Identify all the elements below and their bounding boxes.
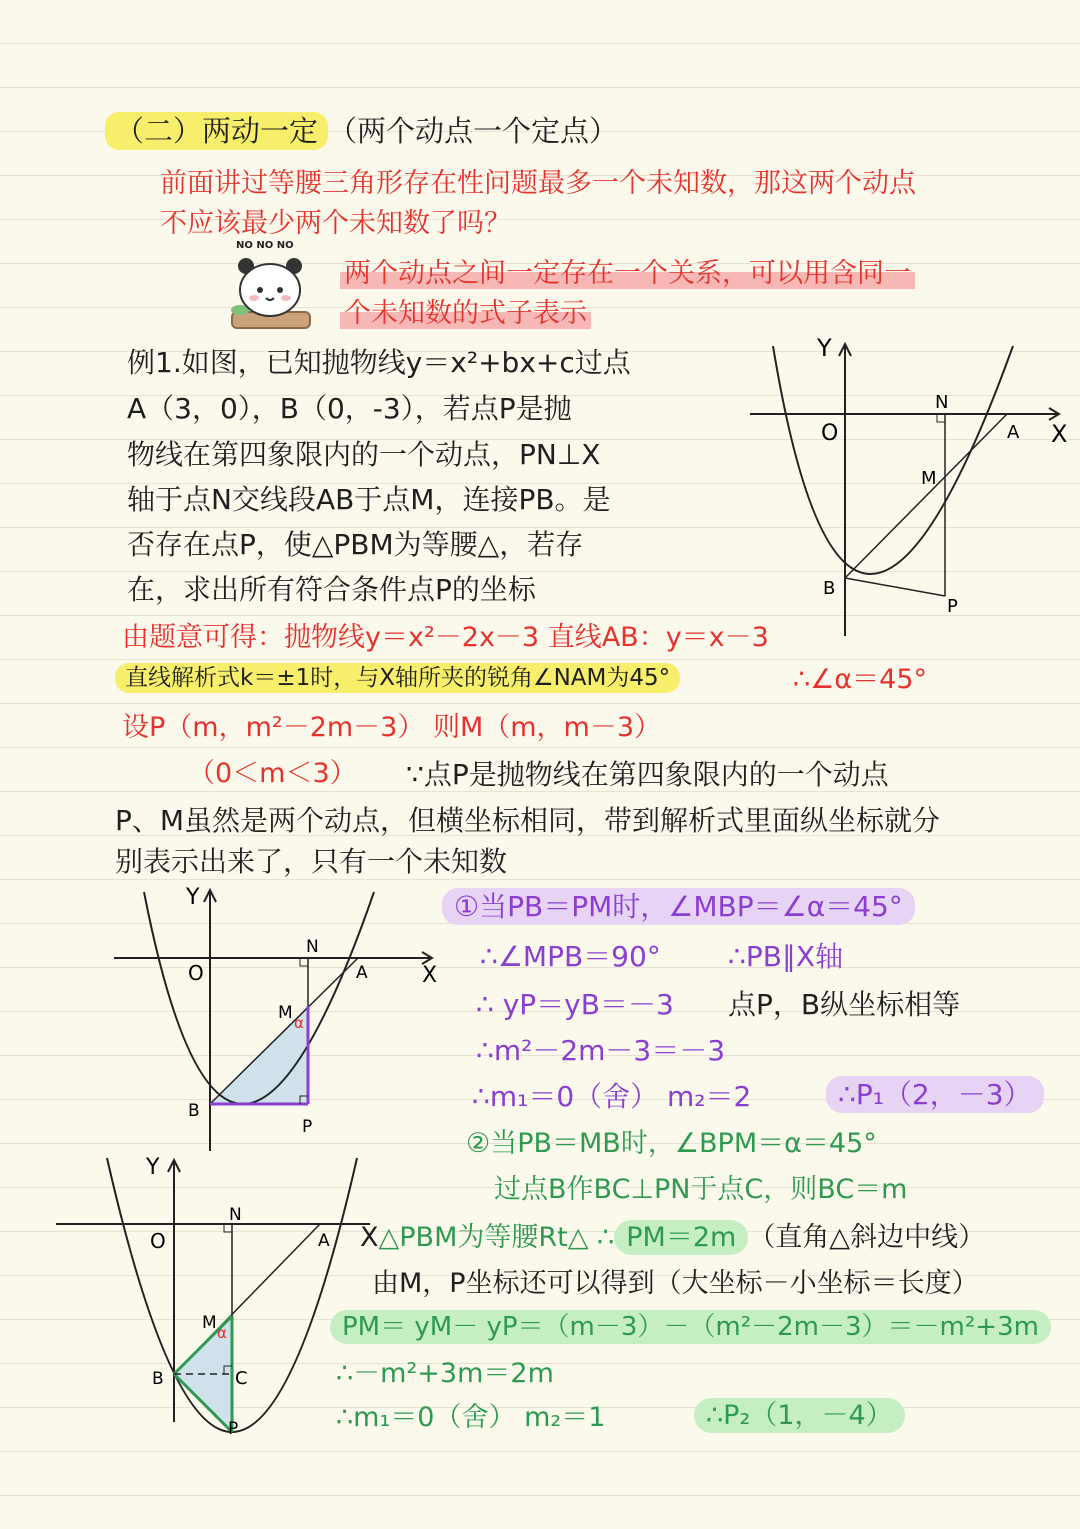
explain-line-2: 别表示出来了，只有一个未知数	[115, 845, 508, 878]
label-y: Y	[146, 1155, 160, 1180]
answer-line-2: 个未知数的式子表示	[340, 298, 591, 330]
range-m: （0＜m＜3）	[188, 758, 357, 789]
label-x: X	[360, 1222, 379, 1253]
label-a: A	[318, 1231, 330, 1251]
label-p: P	[302, 1117, 313, 1137]
example-line-6: 在，求出所有符合条件点P的坐标	[127, 573, 536, 606]
label-b: B	[152, 1369, 164, 1389]
case1-line-4: ∴m₁＝0（舍） m₂＝2	[472, 1080, 752, 1113]
label-x: X	[422, 963, 438, 988]
answer-line-1: 两个动点之间一定存在一个关系，可以用含同一	[340, 258, 915, 290]
note-45: 直线解析式k＝±1时，与X轴所夹的锐角∠NAM为45°	[115, 665, 680, 693]
parabola	[773, 346, 1013, 574]
label-o: O	[150, 1229, 166, 1253]
label-c: C	[235, 1368, 248, 1389]
case2-result: ∴P₂（1，－4）	[694, 1400, 905, 1432]
label-alpha: α	[217, 1324, 227, 1342]
case2-line-3: 由M，P坐标还可以得到（大坐标－小坐标＝长度）	[372, 1268, 979, 1299]
example-line-4: 轴于点N交线段AB于点M，连接PB。是	[127, 483, 611, 516]
case2-line-2b: PM＝2m	[614, 1220, 748, 1255]
sticker-text: NO NO NO	[236, 240, 294, 251]
label-m: M	[202, 1313, 217, 1333]
case1-line-1b: ∴PB∥X轴	[728, 940, 844, 973]
set-p-m: 设P（m，m²－2m－3） 则M（m，m－3）	[122, 712, 662, 743]
case2-line-6a: ∴m₁＝0（舍） m₂＝1	[336, 1402, 606, 1433]
section-heading	[105, 114, 618, 149]
panda-icon	[228, 252, 318, 332]
panda-sticker	[228, 240, 318, 332]
example-line-3: 物线在第四象限内的一个动点，PN⊥X	[127, 438, 601, 471]
label-a: A	[356, 963, 368, 983]
case2-line-2a: △PBM为等腰Rt△ ∴	[378, 1222, 615, 1253]
case2-line-4: PM＝ yM－ yP＝（m－3）－（m²－2m－3）＝－m²+3m	[330, 1312, 1051, 1343]
label-n: N	[229, 1205, 242, 1225]
question-line-2: 不应该最少两个未知数了吗？	[160, 208, 511, 239]
given-equations: 由题意可得：抛物线y＝x²－2x－3 直线AB：y＝x－3	[122, 622, 769, 653]
label-y: Y	[817, 334, 832, 362]
range-reason: ∵点P是抛物线在第四象限内的一个动点	[406, 758, 889, 791]
graph-main	[745, 336, 1075, 636]
explain-line-1: P、M虽然是两个动点，但横坐标相同，带到解析式里面纵坐标就分	[115, 804, 941, 837]
section-subtitle: （两个动点一个定点）	[328, 114, 619, 148]
case1-line-2b: 点P，B纵坐标相等	[728, 988, 961, 1021]
graph-case-1	[112, 886, 452, 1156]
label-p: P	[228, 1419, 239, 1439]
case1-line-2a: ∴ yP＝yB＝－3	[476, 988, 674, 1021]
case2-line-2	[360, 1222, 985, 1254]
case2-line-5: ∴－m²+3m＝2m	[336, 1358, 554, 1389]
example-line-1: 例1.如图，已知抛物线y＝x²+bx+c过点	[127, 346, 631, 379]
label-a: A	[1007, 422, 1020, 443]
case2-title: ②当PB＝MB时，∠BPM＝α＝45°	[466, 1128, 877, 1159]
section-title: （二）两动一定	[105, 112, 328, 150]
label-m: M	[278, 1003, 293, 1023]
label-m: M	[921, 468, 937, 489]
label-x: X	[1051, 420, 1068, 448]
label-b: B	[823, 578, 836, 599]
case1-line-1a: ∴∠MPB＝90°	[480, 940, 661, 973]
label-b: B	[188, 1101, 200, 1121]
case2-line-2c: （直角△斜边中线）	[748, 1222, 986, 1253]
line-ab	[845, 414, 1007, 578]
example-line-2: A（3，0），B（0，-3），若点P是抛	[127, 392, 572, 425]
label-p: P	[947, 596, 958, 617]
label-y: Y	[186, 885, 200, 910]
line-pb	[845, 578, 945, 596]
alpha-45: ∴∠α＝45°	[793, 664, 928, 695]
graph-case-2	[52, 1152, 382, 1437]
label-n: N	[935, 392, 949, 413]
label-o: O	[188, 961, 204, 985]
case1-line-3: ∴m²－2m－3＝－3	[476, 1034, 726, 1067]
label-n: N	[306, 937, 319, 957]
question-line-1: 前面讲过等腰三角形存在性问题最多一个未知数，那这两个动点	[160, 168, 916, 199]
label-o: O	[821, 421, 839, 446]
case1-title: ①当PB＝PM时，∠MBP＝∠α＝45°	[442, 890, 915, 924]
label-alpha: α	[294, 1014, 304, 1032]
case2-line-1: 过点B作BC⊥PN于点C，则BC＝m	[494, 1174, 908, 1205]
case1-result: ∴P₁（2，－3）	[826, 1078, 1044, 1112]
example-line-5: 否存在点P，使△PBM为等腰△，若存	[127, 528, 584, 561]
